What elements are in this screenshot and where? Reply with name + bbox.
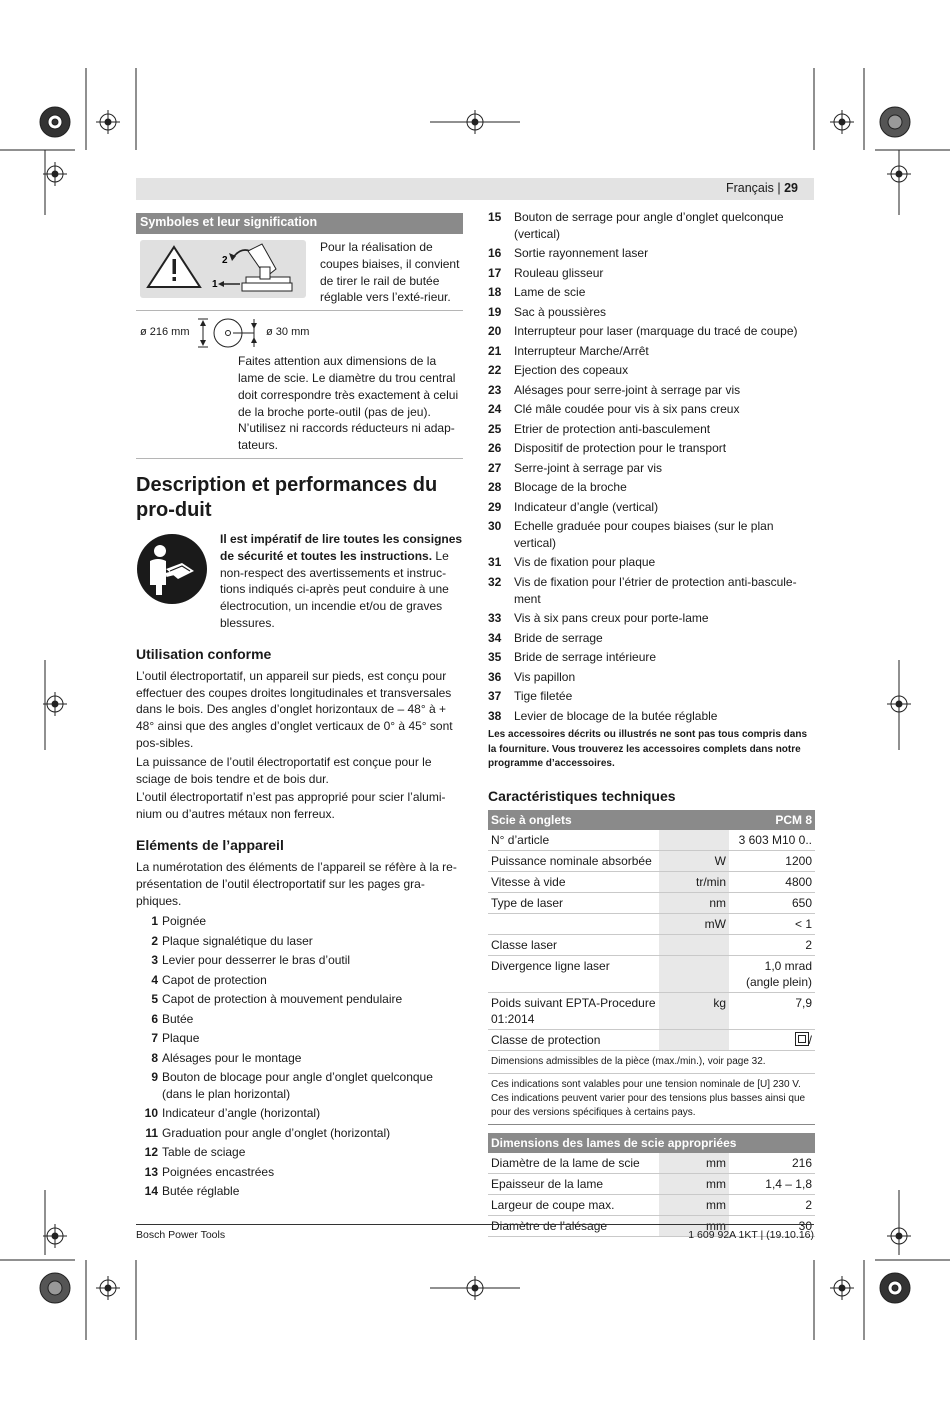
cell-label: Puissance nominale absorbée bbox=[488, 850, 659, 871]
cell-unit: nm bbox=[659, 892, 729, 913]
item-text: Graduation pour angle d’onglet (horizontal) bbox=[162, 1125, 391, 1140]
list-item bbox=[488, 554, 815, 571]
symbols-title: Symboles et leur signification bbox=[136, 213, 463, 234]
cell-unit: mm bbox=[659, 1194, 729, 1215]
cell-unit: W bbox=[659, 850, 729, 871]
protection-class-ii-icon bbox=[795, 1033, 809, 1047]
list-item bbox=[488, 304, 815, 321]
item-number: 27 bbox=[488, 460, 502, 475]
specs-note-voltage: Ces indications sont valables pour une tension nominale de [U] 230 V. Ces indications peuvent varier pour des tensions plus basses ainsi que pour des versions spécifiques à certains pays. bbox=[488, 1074, 815, 1125]
cell-value: 2 bbox=[729, 934, 815, 955]
list-item bbox=[488, 479, 815, 496]
list-item bbox=[488, 284, 815, 301]
cell-value: 2 bbox=[729, 1194, 815, 1215]
read-instructions-warning bbox=[136, 531, 463, 632]
item-text: Table de sciage bbox=[162, 1145, 246, 1160]
item-text: Capot de protection bbox=[162, 972, 267, 987]
list-item bbox=[488, 382, 815, 399]
item-text: Plaque signalétique du laser bbox=[162, 933, 313, 948]
item-text: Bouton de blocage pour angle d’onglet quelconque (dans le plan horizontal) bbox=[162, 1070, 433, 1101]
footer-left: Bosch Power Tools bbox=[136, 1229, 226, 1241]
item-text: Levier de blocage de la butée réglable bbox=[514, 708, 718, 723]
item-number: 13 bbox=[144, 1164, 158, 1179]
saw-blade-text: Faites attention aux dimensions de la lame de scie. Le diamètre du trou central doit correspondre très exactement à celui de la broche porte-outil (pas de jeu). N’utilisez ni raccords réducteurs ni adap-tateurs. bbox=[238, 354, 459, 453]
right-column bbox=[488, 209, 815, 1237]
cell-unit: kg bbox=[659, 992, 729, 1029]
cell-unit: tr/min bbox=[659, 871, 729, 892]
list-item bbox=[136, 1144, 463, 1161]
item-text: Poignées encastrées bbox=[162, 1164, 275, 1179]
blades-header: Dimensions des lames de scie appropriées bbox=[491, 1135, 737, 1150]
item-number: 32 bbox=[488, 574, 502, 589]
item-number: 19 bbox=[488, 304, 502, 319]
cell-label: Classe de protection bbox=[488, 1029, 659, 1050]
item-number: 2 bbox=[151, 933, 158, 948]
cell-value: 650 bbox=[729, 892, 815, 913]
list-item bbox=[488, 688, 815, 705]
item-text: Blocage de la broche bbox=[514, 480, 627, 495]
item-text: Bride de serrage intérieure bbox=[514, 650, 657, 665]
item-number: 29 bbox=[488, 499, 502, 514]
item-text: Tige filetée bbox=[514, 689, 573, 704]
cell-unit bbox=[659, 955, 729, 992]
cell-label: Diamètre de l’alésage bbox=[488, 1215, 659, 1236]
list-item bbox=[488, 343, 815, 360]
list-item bbox=[136, 1011, 463, 1028]
list-item bbox=[488, 610, 815, 627]
cell-value: 1,0 mrad (angle plein) bbox=[729, 955, 815, 992]
table-row bbox=[488, 992, 815, 1029]
specs-note-dimensions: Dimensions admissibles de la pièce (max./min.), voir page 32. bbox=[488, 1051, 815, 1074]
blades-table bbox=[488, 1133, 815, 1237]
bevel-step-2: 2 bbox=[222, 255, 228, 266]
list-item bbox=[136, 1050, 463, 1067]
warning-text bbox=[220, 531, 463, 632]
cell-value: 1,4 – 1,8 bbox=[729, 1173, 815, 1194]
header-section: Français | bbox=[725, 181, 785, 195]
cell-label: Type de laser bbox=[488, 892, 659, 913]
item-text: Levier pour desserrer le bras d’outil bbox=[162, 953, 351, 968]
item-text: Lame de scie bbox=[514, 285, 586, 300]
item-number: 25 bbox=[488, 421, 502, 436]
table-row bbox=[488, 1194, 815, 1215]
item-number: 9 bbox=[151, 1070, 158, 1085]
item-number: 8 bbox=[151, 1050, 158, 1065]
cell-unit: mW bbox=[659, 913, 729, 934]
list-item bbox=[136, 972, 463, 989]
usage-p2: La puissance de l’outil électroportatif est conçue pour le sciage de bois tendre et de bois dur. bbox=[136, 754, 432, 786]
accessories-note: Les accessoires décrits ou illustrés ne sont pas tous compris dans la fourniture. Vous trouverez les accessoires complets dans notre programme d’accessoires. bbox=[488, 729, 808, 770]
item-number: 21 bbox=[488, 343, 502, 358]
item-text: Serre-joint à serrage par vis bbox=[514, 460, 663, 475]
item-number: 6 bbox=[151, 1011, 158, 1026]
read-manual-icon bbox=[136, 533, 208, 605]
cell-value: < 1 bbox=[729, 913, 815, 934]
table-row bbox=[488, 934, 815, 955]
item-number: 1 bbox=[151, 914, 158, 929]
protection-class-value: / bbox=[808, 1032, 812, 1047]
left-column bbox=[136, 213, 463, 1203]
cell-unit: mm bbox=[659, 1173, 729, 1194]
item-text: Interrupteur Marche/Arrêt bbox=[514, 343, 649, 358]
list-item bbox=[136, 1183, 463, 1200]
item-text: Bride de serrage bbox=[514, 630, 603, 645]
inner-diameter-label: ø 30 mm bbox=[266, 326, 310, 339]
cell-label: Classe laser bbox=[488, 934, 659, 955]
list-item bbox=[488, 323, 815, 340]
cell-label: Poids suivant EPTA-Procedure 01:2014 bbox=[488, 992, 659, 1029]
list-item bbox=[488, 421, 815, 438]
item-text: Rouleau glisseur bbox=[514, 265, 604, 280]
list-item bbox=[488, 518, 815, 552]
cell-unit bbox=[659, 830, 729, 851]
cell-unit: mm bbox=[659, 1215, 729, 1236]
item-text: Etrier de protection anti-basculement bbox=[514, 421, 711, 436]
outer-diameter-label: ø 216 mm bbox=[140, 326, 190, 339]
item-number: 26 bbox=[488, 441, 502, 456]
list-item bbox=[136, 991, 463, 1008]
footer-right: 1 609 92A 1KT | (19.10.16) bbox=[688, 1229, 814, 1241]
item-number: 30 bbox=[488, 519, 502, 534]
bevel-cut-pictogram bbox=[136, 239, 316, 306]
list-item bbox=[136, 1069, 463, 1103]
item-number: 14 bbox=[144, 1184, 158, 1199]
list-item bbox=[488, 499, 815, 516]
item-text: Butée bbox=[162, 1011, 194, 1026]
item-number: 18 bbox=[488, 285, 502, 300]
item-text: Bouton de serrage pour angle d’onglet quelconque (vertical) bbox=[514, 210, 784, 241]
list-item bbox=[136, 1105, 463, 1122]
specs-title: Caractéristiques techniques bbox=[488, 787, 676, 804]
item-number: 33 bbox=[488, 611, 502, 626]
table-row bbox=[488, 892, 815, 913]
list-item bbox=[488, 630, 815, 647]
item-number: 31 bbox=[488, 555, 502, 570]
list-item bbox=[136, 1030, 463, 1047]
item-number: 11 bbox=[145, 1125, 158, 1140]
usage-p1: L’outil électroportatif, un appareil sur pieds, est conçu pour effectuer des coupes droites longitudinales et transversales dans le bois. Des angles d’onglet horizontaux de – 48° à + 48° ainsi que des angles d’onglet verticaux de 0° à 45° sont pos-sibles. bbox=[136, 668, 453, 750]
table-row bbox=[488, 1029, 815, 1050]
section-title: Description et performances du pro-duit bbox=[136, 473, 438, 521]
elements-title: Eléments de l’appareil bbox=[136, 836, 284, 853]
saw-blade-diagram bbox=[136, 317, 463, 349]
item-number: 20 bbox=[488, 324, 502, 339]
warning-bold: Il est impératif de lire toutes les consignes de sécurité et toutes les instructions. bbox=[220, 531, 463, 563]
table-row bbox=[488, 871, 815, 892]
cell-unit: mm bbox=[659, 1153, 729, 1174]
item-text: Sortie rayonnement laser bbox=[514, 246, 649, 261]
item-text: Clé mâle coudée pour vis à six pans creux bbox=[514, 402, 740, 417]
item-text: Interrupteur pour laser (marquage du tracé de coupe) bbox=[514, 324, 798, 339]
list-item bbox=[136, 933, 463, 950]
specs-header-left: Scie à onglets bbox=[491, 812, 572, 827]
item-text: Vis de fixation pour l’étrier de protection anti-bascule-ment bbox=[514, 574, 797, 606]
cell-value bbox=[729, 1029, 815, 1050]
item-number: 38 bbox=[488, 708, 502, 723]
usage-title: Utilisation conforme bbox=[136, 645, 272, 662]
item-text: Vis de fixation pour plaque bbox=[514, 555, 656, 570]
list-item bbox=[488, 245, 815, 262]
item-text: Echelle graduée pour coupes biaises (sur le plan vertical) bbox=[514, 519, 774, 550]
list-item bbox=[488, 574, 815, 608]
list-item bbox=[488, 669, 815, 686]
page-number: 29 bbox=[784, 181, 798, 195]
cell-value: 216 bbox=[729, 1153, 815, 1174]
list-item bbox=[136, 952, 463, 969]
list-item bbox=[488, 460, 815, 477]
item-number: 16 bbox=[488, 246, 502, 261]
item-number: 7 bbox=[151, 1031, 158, 1046]
symbol-row-saw-blade bbox=[136, 311, 463, 459]
item-number: 3 bbox=[151, 953, 158, 968]
item-text: Ejection des copeaux bbox=[514, 363, 629, 378]
item-number: 24 bbox=[488, 402, 502, 417]
item-text: Vis à six pans creux pour porte-lame bbox=[514, 611, 709, 626]
warning-rest: Le non-respect des avertissements et instruc-tions indiqués ci-après peut conduire à une électrocution, un incendie et/ou de graves blessures. bbox=[220, 548, 449, 630]
usage-p3: L’outil électroportatif n’est pas approprié pour scier l’alumi-nium ou d’autres métaux non ferreux. bbox=[136, 790, 446, 822]
symbol-row-bevel bbox=[136, 234, 463, 311]
cell-value: 7,9 bbox=[729, 992, 815, 1029]
bevel-step-1: 1 bbox=[212, 279, 218, 290]
list-item bbox=[136, 1164, 463, 1181]
item-number: 12 bbox=[144, 1145, 158, 1160]
item-text: Plaque bbox=[162, 1031, 200, 1046]
list-item bbox=[488, 440, 815, 457]
item-number: 37 bbox=[488, 689, 502, 704]
list-item bbox=[136, 1125, 463, 1142]
cell-value: 4800 bbox=[729, 871, 815, 892]
list-item bbox=[488, 362, 815, 379]
table-row bbox=[488, 1173, 815, 1194]
page-footer bbox=[136, 1224, 814, 1241]
item-number: 28 bbox=[488, 480, 502, 495]
table-row bbox=[488, 850, 815, 871]
cell-value: 1200 bbox=[729, 850, 815, 871]
item-number: 17 bbox=[488, 265, 502, 280]
table-row bbox=[488, 913, 815, 934]
page-header bbox=[136, 178, 814, 200]
cell-value: 3 603 M10 0.. bbox=[729, 830, 815, 851]
list-item bbox=[488, 209, 815, 243]
item-text: Sac à poussières bbox=[514, 304, 607, 319]
cell-label: Diamètre de la lame de scie bbox=[488, 1153, 659, 1174]
specs-table bbox=[488, 810, 815, 1051]
item-text: Dispositif de protection pour le transport bbox=[514, 441, 727, 456]
item-number: 15 bbox=[488, 210, 502, 224]
cell-label: Largeur de coupe max. bbox=[488, 1194, 659, 1215]
item-number: 10 bbox=[144, 1106, 158, 1121]
cell-label: N° d’article bbox=[488, 830, 659, 851]
item-text: Indicateur d’angle (horizontal) bbox=[162, 1106, 321, 1121]
elements-intro: La numérotation des éléments de l’appareil se réfère à la re-présentation de l’outil électroportatif sur les pages gra-phiques. bbox=[136, 859, 457, 908]
saw-blade-icon bbox=[192, 317, 268, 349]
cell-label: Vitesse à vide bbox=[488, 871, 659, 892]
item-number: 35 bbox=[488, 650, 502, 665]
page-header-text bbox=[726, 181, 798, 195]
specs-header-right: PCM 8 bbox=[775, 812, 812, 827]
cell-value: 30 bbox=[729, 1215, 815, 1236]
specs-header-row bbox=[488, 810, 815, 830]
list-item bbox=[488, 401, 815, 418]
cell-label: Epaisseur de la lame bbox=[488, 1173, 659, 1194]
item-text: Alésages pour serre-joint à serrage par vis bbox=[514, 382, 741, 397]
item-number: 22 bbox=[488, 363, 502, 378]
item-text: Poignée bbox=[162, 914, 207, 929]
blades-header-row bbox=[488, 1133, 815, 1153]
table-row bbox=[488, 955, 815, 992]
item-number: 5 bbox=[151, 992, 158, 1007]
list-item bbox=[136, 913, 463, 930]
item-number: 23 bbox=[488, 382, 502, 397]
item-text: Alésages pour le montage bbox=[162, 1050, 302, 1065]
item-text: Butée réglable bbox=[162, 1184, 240, 1199]
list-item bbox=[488, 708, 815, 725]
item-number: 34 bbox=[488, 630, 502, 645]
table-row bbox=[488, 830, 815, 851]
cell-unit bbox=[659, 1029, 729, 1050]
item-text: Capot de protection à mouvement pendulaire bbox=[162, 992, 403, 1007]
cell-label bbox=[488, 913, 659, 934]
item-number: 4 bbox=[151, 972, 158, 987]
list-item bbox=[488, 265, 815, 282]
list-item bbox=[488, 649, 815, 666]
item-number: 36 bbox=[488, 669, 502, 684]
cell-label: Divergence ligne laser bbox=[488, 955, 659, 992]
cell-unit bbox=[659, 934, 729, 955]
bevel-text: Pour la réalisation de coupes biaises, il convient de tirer le rail de butée réglable vers l’exté-rieur. bbox=[320, 240, 460, 305]
item-text: Indicateur d’angle (vertical) bbox=[514, 499, 659, 514]
table-row bbox=[488, 1153, 815, 1174]
item-text: Vis papillon bbox=[514, 669, 576, 684]
elements-list-left bbox=[136, 913, 463, 1200]
elements-list-right bbox=[488, 209, 815, 724]
